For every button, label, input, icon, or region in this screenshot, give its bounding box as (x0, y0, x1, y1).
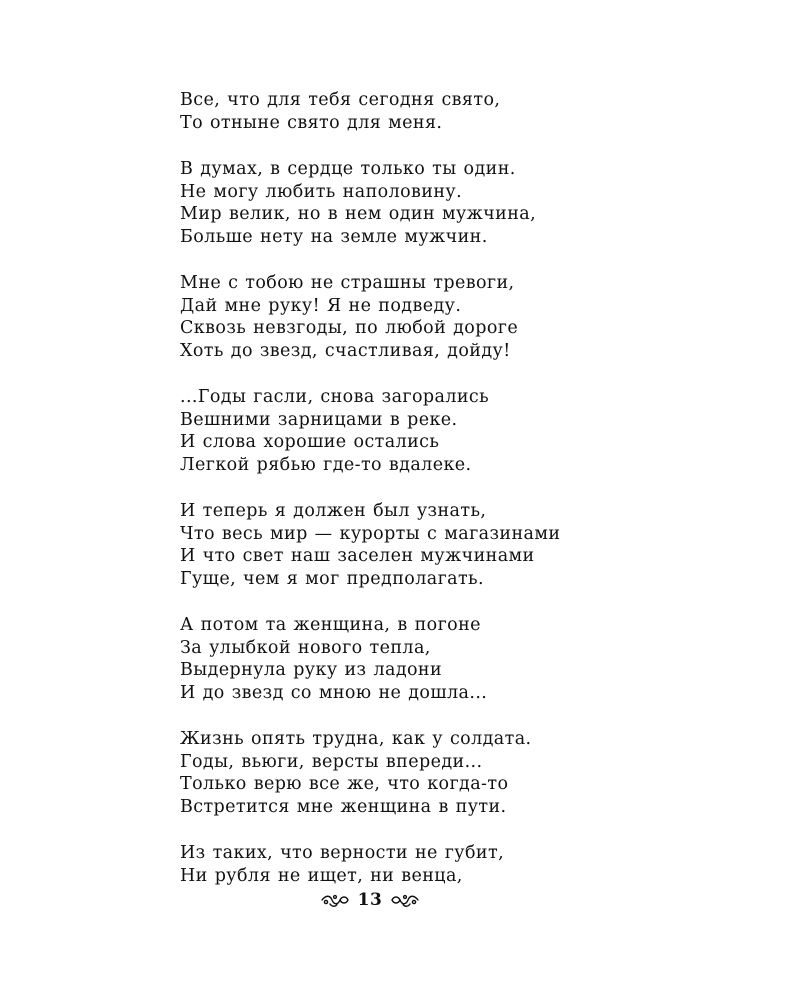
poem-line: Годы, вьюги, версты впереди... (180, 751, 483, 772)
poem-line: Ни рубля не ищет, ни венца, (180, 865, 463, 886)
stanza (180, 158, 780, 248)
stanza (180, 89, 780, 134)
poem-line: Не могу любить наполовину. (180, 181, 463, 202)
poem-line: Сквозь невзгоды, по любой дороге (180, 318, 519, 338)
poem-line: В думах, в сердце только ты один. (180, 159, 516, 179)
stanza (180, 386, 780, 476)
page-number: 13 (357, 890, 383, 910)
page-footer (300, 885, 440, 915)
poem-line: Жизнь опять трудна, как у солдата. (180, 729, 532, 749)
stanza (180, 272, 780, 362)
poem-line: Дай мне руку! Я не подведу. (180, 295, 462, 316)
poem-line: Хоть до звезд, счастливая, дойду! (180, 340, 511, 361)
poem-line: За улыбкой нового тепла, (180, 637, 431, 658)
poem-line: Встретится мне женщина в пути. (180, 796, 507, 817)
poem-line: Гуще, чем я мог предполагать. (180, 568, 484, 589)
poem-line: И теперь я должен был узнать, (180, 501, 487, 521)
stanza (180, 614, 780, 704)
right-flourish-icon (390, 892, 420, 908)
poem-line: Все, что для тебя сегодня свято, (180, 90, 501, 110)
stanza (180, 842, 780, 887)
poem-line: И что свет наш заселен мужчинами (180, 546, 535, 566)
poem-line: Из таких, что верности не губит, (180, 843, 505, 863)
poem-line: Вешними зарницами в реке. (180, 409, 458, 430)
poem-line: Что весь мир — курорты с магазинами (180, 523, 561, 544)
poem-line: Мир велик, но в нем один мужчина, (180, 204, 537, 224)
poem-line: Больше нету на земле мужчин. (180, 226, 488, 247)
poem-line: Только верю все же, что когда-то (180, 774, 509, 794)
poem-line: И слова хорошие остались (180, 432, 440, 452)
poem-line: Выдернула руку из ладони (180, 660, 443, 680)
poem-line: То отныне свято для меня. (180, 112, 443, 133)
poem-line: ...Годы гасли, снова загорались (180, 387, 490, 407)
stanza (180, 500, 780, 590)
poem-line: И до звезд со мною не дошла... (180, 682, 488, 703)
poem-line: А потом та женщина, в погоне (180, 615, 481, 635)
stanza (180, 728, 780, 818)
poem-body (180, 89, 780, 887)
poem-line: Мне с тобою не страшны тревоги, (180, 273, 515, 293)
left-flourish-icon (320, 892, 350, 908)
poem-line: Легкой рябью где-то вдалеке. (180, 454, 472, 475)
